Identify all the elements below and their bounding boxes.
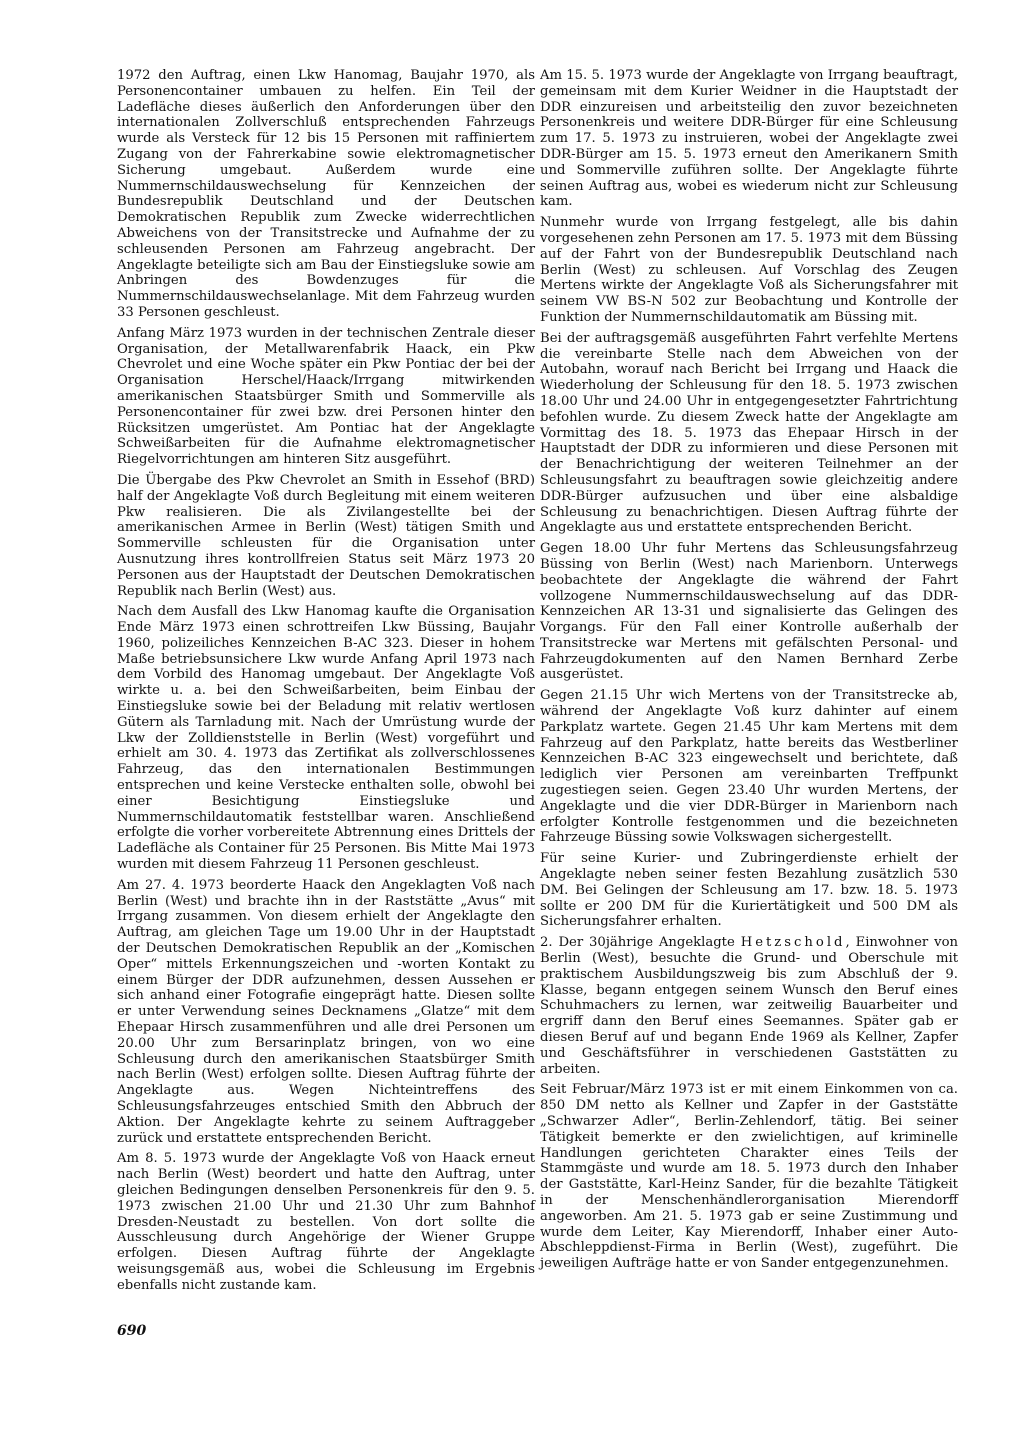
paragraph-rest: , Einwohner von Berlin (West), besuchte die Grund- und Oberschule mit praktischem Ausbildungszweig bis zum Abschluß der 9. Klasse, begann entgegen seinem Wunsch den Beruf eines Schuhmachers zu lernen, war zeitweilig Bauarbeiter und ergriff dann den Beruf eines Seemannes. Später gab er diesen Beruf auf und begann Ende 1969 als Kellner, Zapfer und Geschäftsführer in verschiedenen Gaststätten zu arbeiten.	[540, 935, 959, 1077]
paragraph: Am 27. 4. 1973 beorderte Haack den Angeklagten Voß nach Berlin (West) und brachte ihn in der Raststätte „Avus“ mit Irrgang zusammen. Von diesem erhielt der Angeklagte den Auftrag, am gleichen Tage um 19.00 Uhr in der Hauptstadt der Deutschen Demokratischen Republik an der „Komischen Oper“ mittels Erkennungszeichen und -worten Kontakt zu einem Bürger der DDR aufzunehmen, dessen Aussehen er sich anhand einer Fotografie eingeprägt hatte. Diesen sollte er unter Verwendung seines Decknamens „Glatze“ mit dem Ehepaar Hirsch zusammenführen und alle drei Personen um 20.00 Uhr zum Bersarinplatz bringen, von wo eine Schleusung durch den amerikanischen Staatsbürger Smith nach Berlin (West) erfolgen sollte. Diesen Auftrag führte der Angeklagte aus. Wegen Nichteintreffens des Schleusungsfahrzeuges entschied Smith den Abbruch der Aktion. Der Angeklagte kehrte zu seinem Auftraggeber zurück und erstattete entsprechenden Bericht.	[117, 877, 535, 1146]
paragraph: Seit Februar/März 1973 ist er mit einem Einkommen von ca. 850 DM netto als Kellner und Zapfer in der Gaststätte „Schwarzer Adler“, Berlin-Zehlendorf, tätig. Bei seiner Tätigkeit bemerkte er den zwielichtigen, auf kriminelle Handlungen gerichteten Charakter eines Teils der Stammgäste und wurde am 18. 5. 1973 durch den Inhaber der Gaststätte, Karl-Heinz Sander, für die bezahlte Tätigkeit in der Menschenhändlerorganisation Mierendorff angeworben. Am 21. 5. 1973 gab er seine Zustimmung und wurde dem Leiter, Kay Mierendorff, Inhaber einer Auto-Abschleppdienst-Firma in Berlin (West), zugeführt. Die jeweiligen Aufträge hatte er von Sander entgegenzunehmen.	[540, 1082, 958, 1272]
right-column	[540, 68, 958, 1277]
paragraph: Anfang März 1973 wurden in der technischen Zentrale dieser Organisation, der Metallwarenfabrik Haack, ein Pkw Chevrolet und eine Woche später ein Pkw Pontiac der bei der Organisation Herschel/Haack/Irrgang mitwirkenden amerikanischen Staatsbürger Smith und Sommerville als Personencontainer für zwei bzw. drei Personen hinter den Rücksitzen umgerüstet. Am Pontiac hat der Angeklagte Schweißarbeiten für die Aufnahme elektromagnetischer Riegelvorrichtungen am hinteren Sitz ausgeführt.	[117, 325, 535, 468]
left-column	[117, 68, 535, 1299]
page-number: 690	[117, 1323, 147, 1339]
paragraph	[540, 935, 958, 1077]
paragraph: 1972 den Auftrag, einen Lkw Hanomag, Baujahr 1970, als Personencontainer umbauen zu helfen. Ein Teil der Ladefläche dieses äußerlich den Anforderungen über den internationalen Zollverschluß entsprechenden Fahrzeugs wurde als Versteck für 12 bis 15 Personen mit raffiniertem Zugang von der Fahrerkabine sowie elektromagnetischer Sicherung umgebaut. Außerdem wurde eine Nummernschildauswechselung für Kennzeichen der Bundesrepublik Deutschland und der Deutschen Demokratischen Republik zum Zwecke widerrechtlichen Abweichens von der Transitstrecke und Aufnahme der zu schleusenden Personen am Fahrzeug angebracht. Der Angeklagte beteiligte sich am Bau der Einstiegsluke sowie am Anbringen des Bowdenzuges für die Nummernschildauswechselanlage. Mit dem Fahrzeug wurden 33 Personen geschleust.	[117, 68, 535, 320]
paragraph: Gegen 18.00 Uhr fuhr Mertens das Schleusungsfahrzeug Büssing von Berlin (West) nach Marienborn. Unterwegs beobachtete der Angeklagte die während der Fahrt vollzogene Nummernschildauswechselung auf das DDR-Kennzeichen AR 13-31 und signalisierte das Gelingen des Vorgangs. Für den Fall einer Kontrolle außerhalb der Transitstrecke war Mertens mit gefälschten Personal- und Fahrzeugdokumenten auf den Namen Bernhard Zerbe ausgerüstet.	[540, 541, 958, 683]
paragraph: Am 8. 5. 1973 wurde der Angeklagte Voß von Haack erneut nach Berlin (West) beordert und hatte den Auftrag, unter gleichen Bedingungen denselben Personenkreis für den 9. 5. 1973 zwischen 21.00 Uhr und 21.30 Uhr zum Bahnhof Dresden-Neustadt zu bestellen. Von dort sollte die Ausschleusung durch Angehörige der Wiener Gruppe erfolgen. Diesen Auftrag führte der Angeklagte weisungsgemäß aus, wobei die Schleusung im Ergebnis ebenfalls nicht zustande kam.	[117, 1151, 535, 1293]
paragraph: Die Übergabe des Pkw Chevrolet an Smith in Essehof (BRD) half der Angeklagte Voß durch Begleitung mit einem weiteren Pkw realisieren. Die als Zivilangestellte bei der amerikanischen Armee in Berlin (West) tätigen Smith und Sommerville schleusten für die Organisation unter Ausnutzung ihres kontrollfreien Status seit März 1973 20 Personen aus der Hauptstadt der Deutschen Demokratischen Republik nach Berlin (West) aus.	[117, 472, 535, 599]
paragraph: Nunmehr wurde von Irrgang festgelegt, alle bis dahin vorgesehenen zehn Personen am 17. 5. 1973 mit dem Büssing auf der Fahrt von der Bundesrepublik Deutschland nach Berlin (West) zu schleusen. Auf Vorschlag des Zeugen Mertens wirkte der Angeklagte Voß als Sicherungsfahrer mit seinem VW BS-N 502 zur Beobachtung und Kontrolle der Funktion der Nummernschildautomatik am Büssing mit.	[540, 215, 958, 325]
paragraph: Gegen 21.15 Uhr wich Mertens von der Transitstrecke ab, während der Angeklagte Voß kurz dahinter auf einem Parkplatz wartete. Gegen 21.45 Uhr kam Mertens mit dem Fahrzeug auf den Parkplatz, hatte bereits das Westberliner Kennzeichen B-AC 323 eingewechselt und berichtete, daß lediglich vier Personen am vereinbarten Treffpunkt zugestiegen seien. Gegen 23.40 Uhr wurden Mertens, der Angeklagte und die vier DDR-Bürger in Marienborn nach erfolgter Kontrolle festgenommen und die bezeichneten Fahrzeuge Büssing sowie Volkswagen sichergestellt.	[540, 688, 958, 846]
defendant-name: Hetzschold	[740, 935, 846, 951]
paragraph: Am 15. 5. 1973 wurde der Angeklagte von Irrgang beauftragt, gemeinsam mit dem Kurier Weidner in die Hauptstadt der DDR einzureisen und arbeitsteilig den zuvor bezeichneten Personenkreis und weitere DDR-Bürger für eine Schleusung zum 17. 5. 1973 zu instruieren, wobei der Angeklagte zwei DDR-Bürger am 15. 5. 1973 erneut den Amerikanern Smith und Sommerville zuführen sollte. Der Angeklagte führte seinen Auftrag aus, wobei es wiederum nicht zur Schleusung kam.	[540, 68, 958, 210]
paragraph: Nach dem Ausfall des Lkw Hanomag kaufte die Organisation Ende März 1973 einen schrottreifen Lkw Büssing, Baujahr 1960, polizeiliches Kennzeichen B-AC 323. Dieser in hohem Maße betriebsunsichere Lkw wurde Anfang April 1973 nach dem Vorbild des Hanomag umgebaut. Der Angeklagte Voß wirkte u. a. bei den Schweißarbeiten, beim Einbau der Einstiegsluke sowie bei der Beladung mit relativ wertlosen Gütern als Tarnladung mit. Nach der Umrüstung wurde der Lkw der Zolldienststelle in Berlin (West) vorgeführt und erhielt am 30. 4. 1973 das Zertifikat als zollverschlossenes Fahrzeug, das den internationalen Bestimmungen entsprechen und keine Verstecke enthalten solle, obwohl bei einer Besichtigung Einstiegsluke und Nummernschildautomatik feststellbar waren. Anschließend erfolgte die vorher vorbereitete Abtrennung eines Drittels der Ladefläche als Container für 25 Personen. Bis Mitte Mai 1973 wurden mit diesem Fahrzeug 11 Personen geschleust.	[117, 604, 535, 873]
paragraph: Für seine Kurier- und Zubringerdienste erhielt der Angeklagte neben seiner festen Bezahlung zusätzlich 530 DM. Bei Gelingen der Schleusung am 17. bzw. 18. 5. 1973 sollte er 200 DM für die Kuriertätigkeit und 500 DM als Sicherungsfahrer erhalten.	[540, 851, 958, 930]
paragraph: Bei der auftragsgemäß ausgeführten Fahrt verfehlte Mertens die vereinbarte Stelle nach dem Abweichen von der Autobahn, worauf nach Bericht bei Irrgang und Haack die Wiederholung der Schleusung für den 18. 5. 1973 zwischen 18.00 Uhr und 24.00 Uhr in entgegengesetzter Fahrtrichtung befohlen wurde. Zu diesem Zweck hatte der Angeklagte am Vormittag des 18. 5. 1973 das Ehepaar Hirsch in der Hauptstadt der DDR zu informieren und diese Personen mit der Benachrichtigung der weiteren Teilnehmer an der Schleusungsfahrt zu beauftragen sowie gleichzeitig andere DDR-Bürger aufzusuchen und über eine alsbaldige Schleusung zu benachrichtigen. Diesen Auftrag führte der Angeklagte aus und erstattete entsprechenden Bericht.	[540, 330, 958, 536]
paragraph-lead: 2. Der 30jährige Angeklagte	[540, 935, 741, 951]
